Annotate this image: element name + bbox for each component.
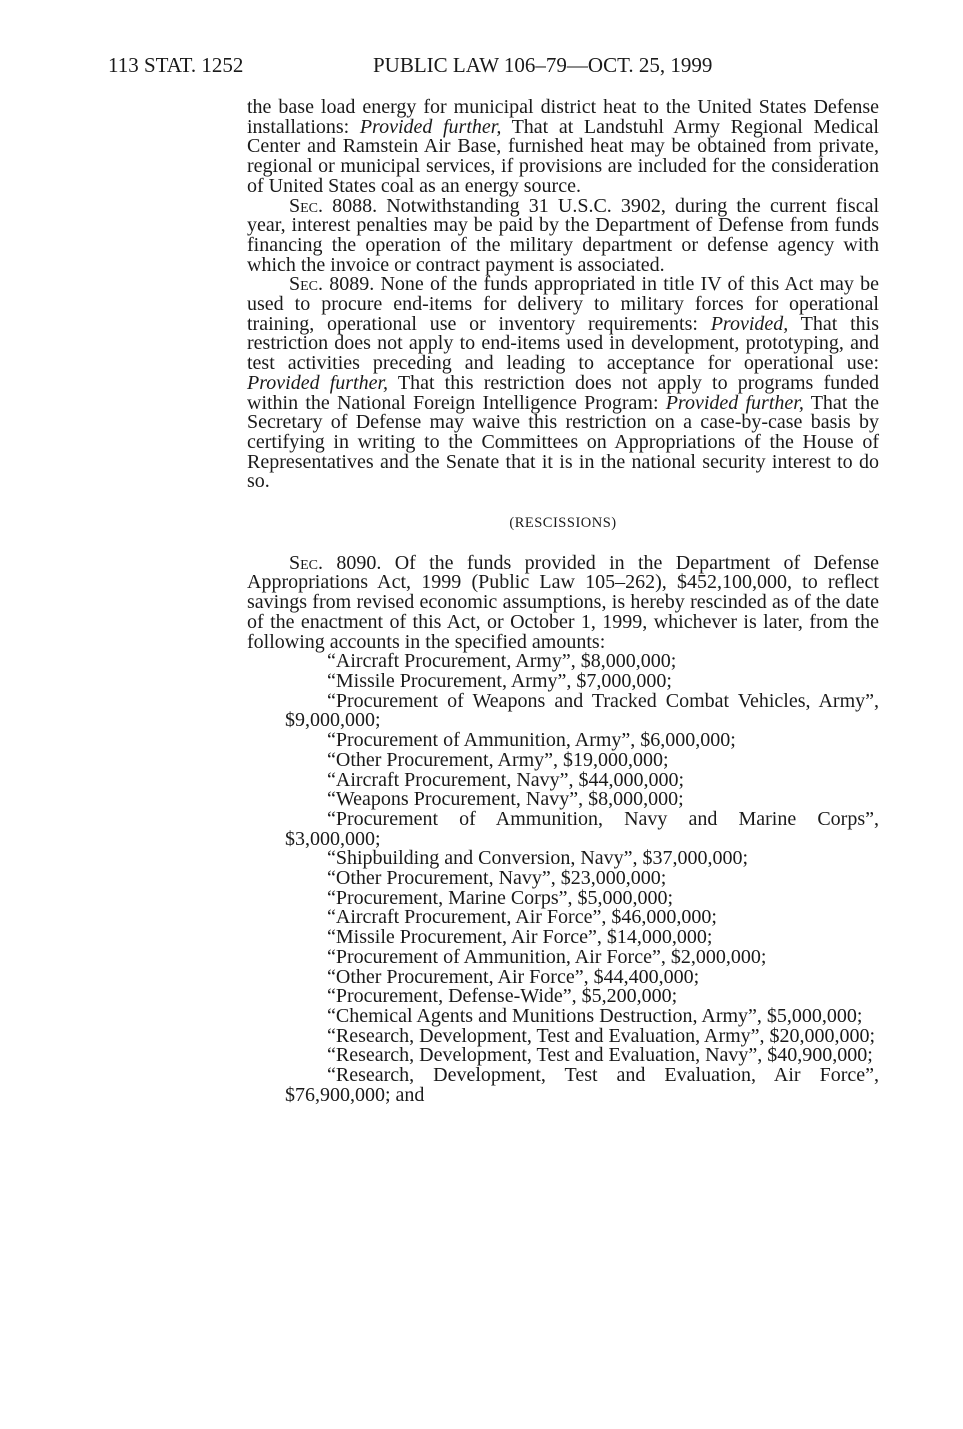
account-item: “Other Procurement, Army”, $19,000,000; [327,748,669,771]
section-8090 [247,551,880,653]
account-item: “Aircraft Procurement, Air Force”, $46,000,000; [327,906,717,929]
rescission-account-list [247,652,879,1105]
account-item: “Missile Procurement, Army”, $7,000,000; [327,669,672,692]
section-label: Sec. 8089. [289,273,375,296]
section-8089 [247,275,879,492]
proviso-italic: Provided, [710,312,789,335]
text-run: That at Landstuhl Army Regional Medical Center and Ramstein Air Base, furnished heat may be obtained from private, regional or municipal services, if provisions are included for the consideration of United States coal as an energy source. [247,115,879,197]
account-item: “Research, Development, Test and Evaluation, Army”, $20,000,000; [327,1024,876,1047]
account-item: “Shipbuilding and Conversion, Navy”, $37,000,000; [327,847,749,870]
account-item: “Weapons Procurement, Navy”, $8,000,000; [327,788,684,811]
page-header [108,50,868,80]
text-run: the base load energy for municipal district heat to the United States Defense installations: [247,96,879,138]
text-run: That this restriction does not apply to end-items used in development, prototyping, and test activities preceding and leading to acceptance for operational use: [247,312,879,375]
section-8088 [247,194,880,276]
section-text: Of the funds provided in the Department of Defense Appropriations Act, 1999 (Public Law 105–262), $452,100,000, to reflect savings from revised economic assumptions, is hereby rescinded as of the date of the enactment of this Act, or October 1, 1999, whichever is later, from the following accounts in the specified amounts: [247,551,880,653]
proviso-italic: Provided further, [665,391,804,414]
section-text: Notwithstanding 31 U.S.C. 3902, during the current fiscal year, interest penalties may be paid by the Department of Defense from funds financing the operation of the military department or defense agency with which the invoice or contract payment is associated. [247,194,880,276]
document-body [247,98,879,1105]
proviso-italic: Provided further, [247,371,389,394]
account-item: “Procurement of Weapons and Tracked Combat Vehicles, Army”, $9,000,000; [285,689,879,732]
stat-page-number: 113 STAT. 1252 [108,53,244,77]
account-item: “Chemical Agents and Munitions Destruction, Army”, $5,000,000; [327,1004,863,1027]
account-item: “Aircraft Procurement, Navy”, $44,000,000; [327,768,685,791]
text-run: That the Secretary of Defense may waive this restriction on a case-by-case basis by certifying in writing to the Committees on Appropriations of the House of Representatives and the Senate that it is in the national security interest to do so. [247,391,879,493]
account-item: “Procurement of Ammunition, Army”, $6,000,000; [327,729,736,752]
account-item: “Procurement of Ammunition, Air Force”, $2,000,000; [327,945,767,968]
account-item: “Other Procurement, Navy”, $23,000,000; [327,867,667,890]
account-item: “Aircraft Procurement, Army”, $8,000,000; [327,650,677,673]
account-item: “Procurement, Marine Corps”, $5,000,000; [327,886,674,909]
section-label: Sec. 8088. [289,194,378,217]
proviso-italic: Provided further, [359,115,502,138]
rescissions-heading: (RESCISSIONS) [509,515,617,532]
account-item: “Missile Procurement, Air Force”, $14,000,000; [327,926,713,949]
paragraph-continuation [247,98,879,197]
text-run: That this restriction does not apply to programs funded within the National Foreign Intelligence Program: [247,371,879,414]
account-item: “Procurement, Defense-Wide”, $5,200,000; [327,985,678,1008]
public-law-title: PUBLIC LAW 106–79—OCT. 25, 1999 [373,53,713,77]
section-label: Sec. 8090. [289,551,382,574]
account-item: “Other Procurement, Air Force”, $44,400,000; [327,965,700,988]
text-run: None of the funds appropriated in title IV of this Act may be used to procure end-items for delivery to military forces for operational training, operational use or inventory requirements: [247,273,879,335]
account-item: “Research, Development, Test and Evaluation, Navy”, $40,900,000; [327,1044,873,1067]
account-item: “Research, Development, Test and Evaluation, Air Force”, $76,900,000; and [285,1064,879,1106]
account-item: “Procurement of Ammunition, Navy and Marine Corps”, $3,000,000; [285,807,879,850]
